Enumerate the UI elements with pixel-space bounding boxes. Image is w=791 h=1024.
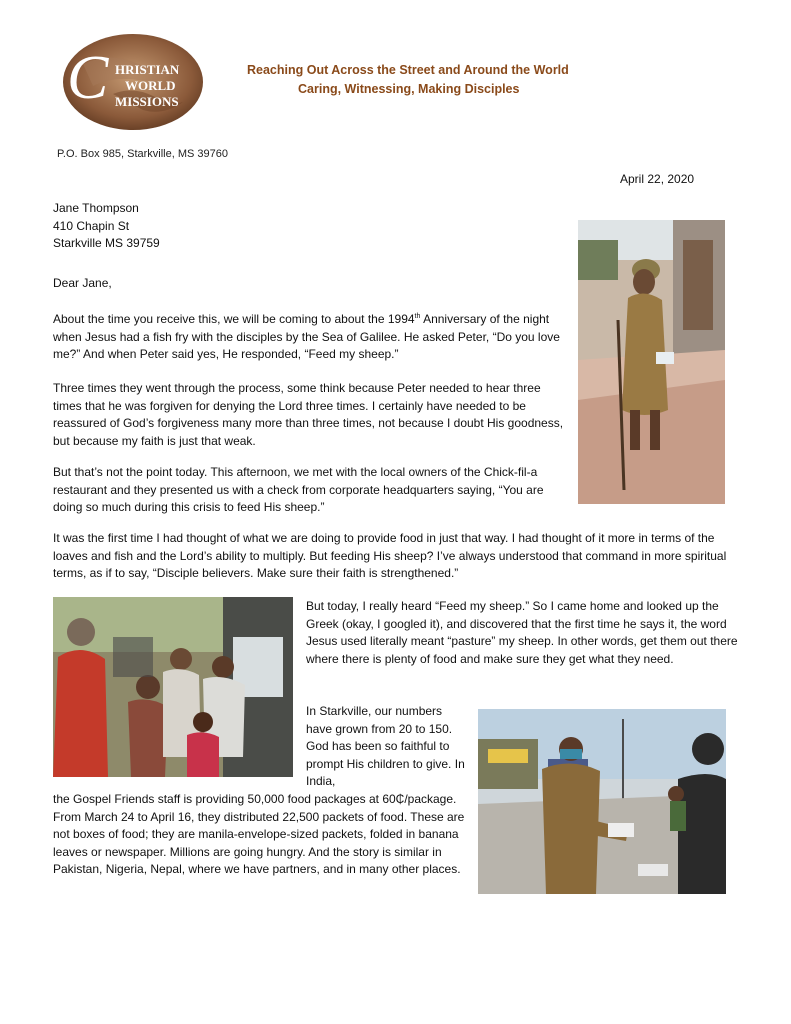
salutation: Dear Jane, bbox=[53, 276, 112, 290]
christian-world-missions-logo bbox=[53, 24, 205, 134]
logo-line-3: MISSIONS bbox=[115, 94, 179, 109]
letter-date: April 22, 2020 bbox=[620, 172, 695, 186]
paragraph-4: It was the first time I had thought of what we are doing to provide food in just that way. I had thought of it more in terms of the loaves and fish and the Lord’s ability to multiply. But feeding His sheep? I’ve always understood that command in more spiritual terms, as if to say, “Disciple believers. Make sure their faith is strengthened.” bbox=[53, 531, 727, 581]
recipient-city: Starkville MS 39759 bbox=[53, 236, 160, 250]
po-box-address: P.O. Box 985, Starkville, MS 39760 bbox=[57, 148, 228, 160]
paragraph-3: But that’s not the point today. This afternoon, we met with the local owners of the Chick-fil-a restaurant and they presented us with a check from corporate headquarters saying, “You are doing so much during this crisis to feed His sheep.” bbox=[53, 465, 544, 515]
photo-officer-handing-food bbox=[478, 709, 726, 894]
ordinal-suffix: th bbox=[414, 313, 421, 320]
photo-food-distribution-crowd bbox=[53, 597, 293, 777]
paragraph-6: In Starkville, our numbers have grown from 20 to 150. God has been so faithful to prompt His children to give. In India, bbox=[306, 704, 465, 789]
paragraph-1-end: Anniversary of the night when Jesus had a fish fry with the disciples by the Sea of Galilee. He asked Peter, “Do you love me?” And when Peter said yes, He responded, “Feed my sheep.” bbox=[53, 312, 560, 362]
logo-initial: C bbox=[67, 44, 109, 112]
photo-elderly-man-street bbox=[578, 220, 725, 504]
paragraph-1 bbox=[53, 311, 563, 364]
recipient-street: 410 Chapin St bbox=[53, 218, 130, 233]
recipient-address bbox=[53, 200, 160, 253]
paragraph-1-start: About the time you receive this, we will be coming to about the 1994 bbox=[53, 312, 415, 326]
tagline-secondary: Caring, Witnessing, Making Disciples bbox=[298, 82, 520, 96]
tagline-primary: Reaching Out Across the Street and Around the World bbox=[247, 63, 569, 77]
logo-line-1: HRISTIAN bbox=[115, 62, 180, 77]
logo-line-2: WORLD bbox=[125, 78, 176, 93]
paragraph-7: the Gospel Friends staff is providing 50,000 food packages at 60₵/package. From March 24 to April 16, they distributed 22,500 packets of food. These are not boxes of food; they are manila-envelope-sized packets, folded in banana leaves or newspaper. Millions are going hungry. And the story is similar in Pakistan, Nigeria, Nepal, where we have partners, and in many other places. bbox=[53, 792, 465, 877]
paragraph-2: Three times they went through the process, some think because Peter needed to hear three times that he was forgiven for denying the Lord three times. I certainly have needed to be reassured of God’s forgiveness many more than three times, not because I doubt His goodness, but because my faith is just that weak. bbox=[53, 381, 564, 448]
recipient-name: Jane Thompson bbox=[53, 201, 139, 215]
paragraph-5: But today, I really heard “Feed my sheep.” So I came home and looked up the Greek (okay, I googled it), and discovered that the first time he says it, the word Jesus used literally meant “pasture” my sheep. In other words, get them out there where there is plenty of food and make sure they get what they need. bbox=[306, 599, 738, 666]
